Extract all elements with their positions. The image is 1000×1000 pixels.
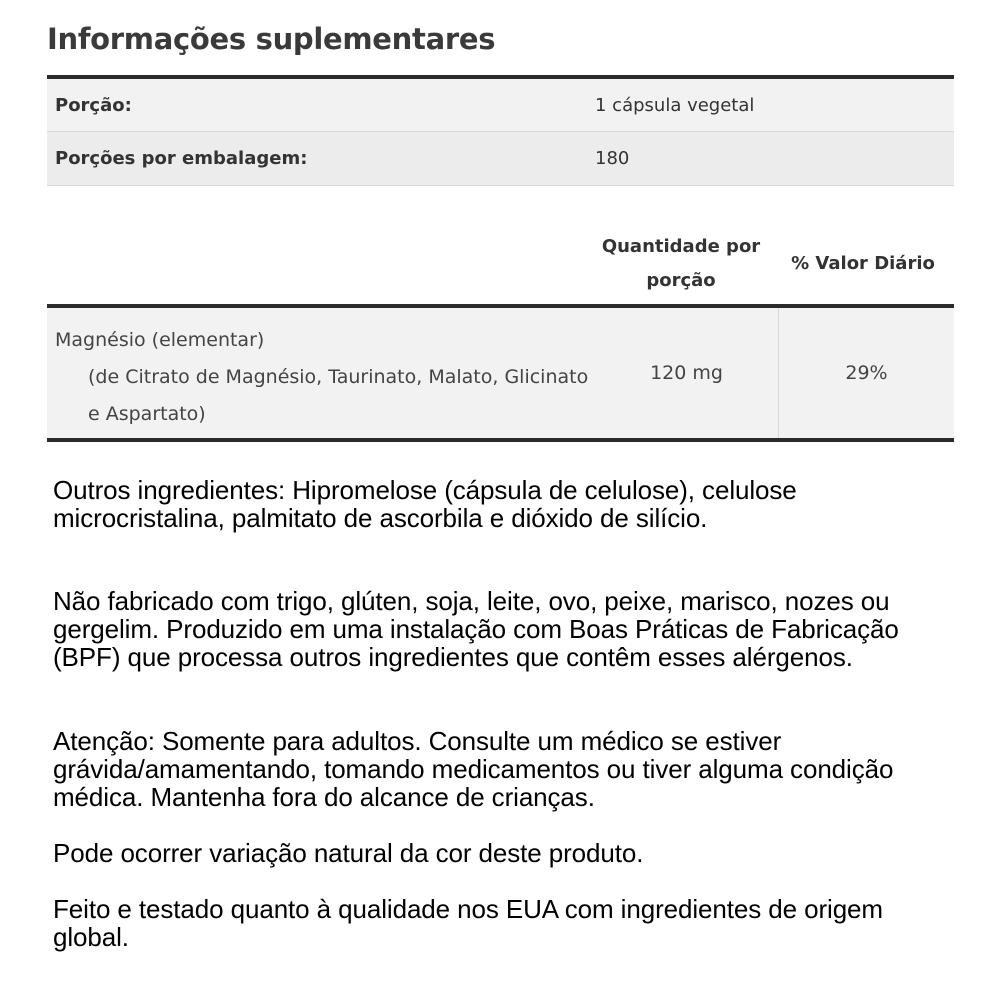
- color-variation-text: Pode ocorrer variação natural da cor deste produto.: [53, 838, 644, 868]
- nutrient-row: [47, 304, 954, 442]
- nutrient-daily-value: 29%: [845, 362, 888, 384]
- serving-info-table: [47, 75, 954, 186]
- servings-per-container-value: 180: [595, 148, 630, 169]
- column-header-daily-value: % Valor Diário: [791, 253, 935, 274]
- nutrient-name-cell: [47, 308, 595, 438]
- servings-per-container-label: Porções por embalagem:: [55, 148, 308, 169]
- warning-text: Atenção: Somente para adultos. Consulte um médico se estiver grávida/amamentando, tomando medicamentos ou tiver alguma condição médica. Mantenha fora do alcance de crianças.: [53, 726, 894, 812]
- other-ingredients-text: Outros ingredientes: Hipromelose (cápsula de celulose), celulose microcristalina, palmitato de ascorbila e dióxido de silício.: [53, 475, 797, 533]
- allergen-text: Não fabricado com trigo, glúten, soja, leite, ovo, peixe, marisco, nozes ou gergelim. Produzido em uma instalação com Boas Práticas de Fabricação (BPF) que processa outros ingredientes que contêm esses alérgenos.: [53, 586, 899, 672]
- serving-size-value: 1 cápsula vegetal: [595, 94, 755, 116]
- nutrient-source: (de Citrato de Magnésio, Taurinato, Malato, Glicinato e Aspartato): [88, 366, 589, 425]
- nutrient-table-header: [590, 230, 954, 304]
- page-title: Informações suplementares: [47, 22, 496, 56]
- column-header-quantity: Quantidade por porção: [601, 236, 761, 291]
- nutrient-name: Magnésio (elementar): [55, 329, 265, 351]
- serving-size-label: Porção:: [55, 94, 132, 116]
- nutrient-amount: 120 mg: [595, 308, 779, 438]
- origin-text: Feito e testado quanto à qualidade nos EUA com ingredientes de origem global.: [53, 894, 883, 952]
- servings-per-container-row: [47, 132, 954, 186]
- serving-size-row: [47, 79, 954, 132]
